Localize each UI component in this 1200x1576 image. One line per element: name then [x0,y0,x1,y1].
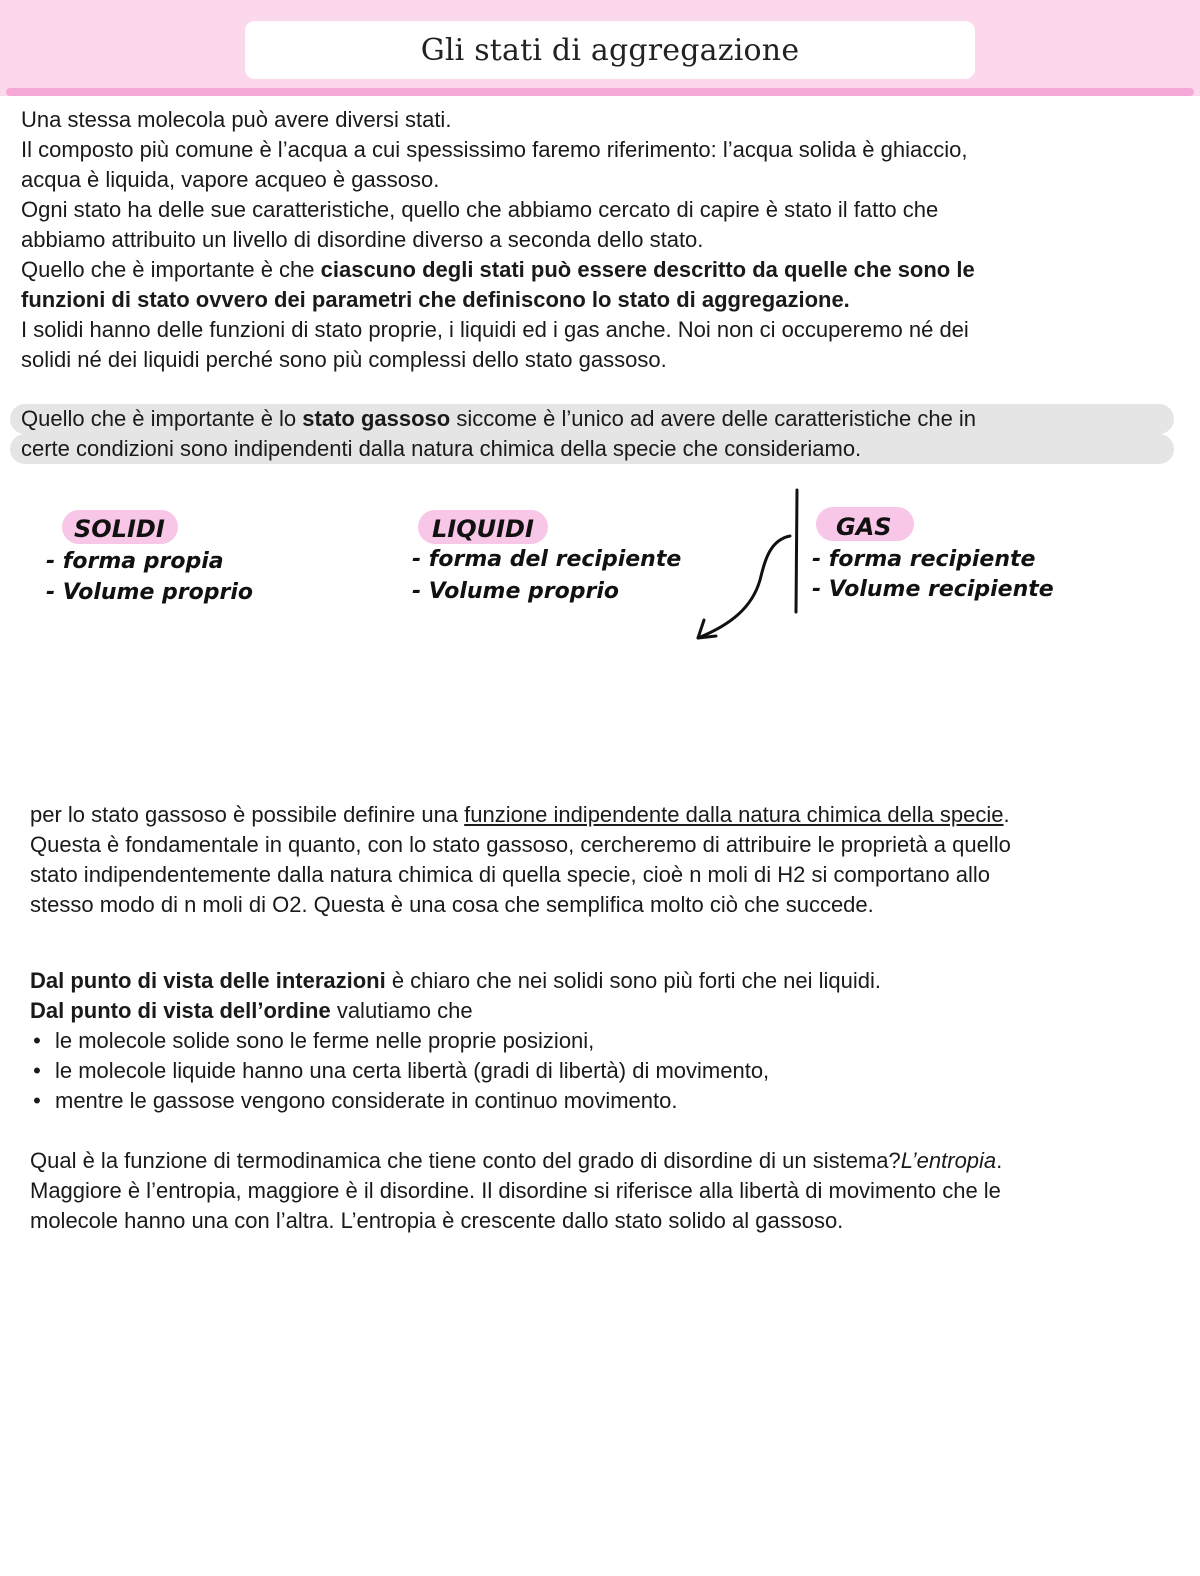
interactions-line [30,966,881,996]
text-span: . [1003,802,1010,827]
page-title: Gli stati di aggregazione [420,32,800,68]
list-item-text: mentre le gassose vengono considerate in continuo movimento. [55,1088,678,1113]
liquidi-item: - Volume proprio [412,579,620,604]
handwritten-states-sketch [0,480,1200,650]
bullet-icon: • [33,1028,41,1053]
text-span: Quello che è importante è lo [21,406,303,431]
curved-arrow [698,536,790,638]
interactions-line [30,996,881,1026]
gas-line: Questa è fondamentale in quanto, con lo stato gassoso, cercheremo di attribuire le proprietà a quello [30,832,1011,857]
intro-line: solidi né dei liquidi perché sono più complessi dello stato gassoso. [21,347,667,372]
intro-paragraph [21,105,975,375]
gas-line [30,800,1011,830]
page-header [0,0,1200,96]
title-box [245,21,975,79]
gas-heading: GAS [836,513,892,541]
text-span: . [996,1148,1003,1173]
intro-line: acqua è liquida, vapore acqueo è gassoso. [21,167,440,192]
italic-text: L’entropia [900,1148,997,1173]
bullet-icon: • [33,1088,41,1113]
text-span: siccome è l’unico ad avere delle caratteristiche che in [450,406,977,431]
gas-paragraph [30,800,1011,920]
highlighted-line: certe condizioni sono indipendenti dalla natura chimica della specie che consideriamo. [10,434,1174,464]
intro-line: Ogni stato ha delle sue caratteristiche, quello che abbiamo cercato di capire è stato il fatto che [21,197,939,222]
gas-line: stato indipendentemente dalla natura chimica di quella specie, cioè n moli di H2 si comportano allo [30,862,990,887]
text-span: Quello che è importante è che [21,257,321,282]
intro-line: Una stessa molecola può avere diversi stati. [21,107,452,132]
list-item [30,1026,881,1056]
liquidi-item: - forma del recipiente [412,547,682,572]
gas-line: stesso modo di n moli di O2. Questa è una cosa che semplifica molto ciò che succede. [30,892,874,917]
entropy-line [30,1146,1002,1176]
text-span: per lo stato gassoso è possibile definire una [30,802,465,827]
intro-line: Il composto più comune è l’acqua a cui spessissimo faremo riferimento: l’acqua solida è ghiaccio, [21,137,968,162]
bold-text: funzioni di stato ovvero dei parametri che definiscono lo stato di aggregazione. [21,287,850,312]
text-span: è chiaro che nei solidi sono più forti che nei liquidi. [385,968,882,993]
list-item-text: le molecole liquide hanno una certa libertà (gradi di libertà) di movimento, [55,1058,770,1083]
divider-line [796,490,797,612]
bold-text: Dal punto di vista delle interazioni [30,968,386,993]
entropy-paragraph [30,1146,1002,1236]
liquidi-heading: LIQUIDI [432,515,534,543]
entropy-line: Maggiore è l’entropia, maggiore è il disordine. Il disordine si riferisce alla libertà di movimento che le [30,1178,1001,1203]
intro-line [21,255,975,285]
gas-item: - Volume recipiente [812,577,1054,602]
header-underline [6,88,1194,96]
highlighted-note [10,404,1174,464]
interactions-paragraph [30,966,881,1116]
list-item [30,1056,881,1086]
text-span: Qual è la funzione di termodinamica che tiene conto del grado di disordine di un sistema? [30,1148,901,1173]
text-span: valutiamo che [330,998,473,1023]
intro-line: abbiamo attribuito un livello di disordine diverso a seconda dello stato. [21,227,704,252]
list-item-text: le molecole solide sono le ferme nelle proprie posizioni, [55,1028,595,1053]
solidi-item: - Volume proprio [46,580,254,605]
solidi-heading: SOLIDI [74,515,165,543]
bold-text: stato gassoso [302,406,451,431]
bold-text: ciascuno degli stati può essere descritto da quelle che sono le [320,257,975,282]
underlined-text: funzione indipendente dalla natura chimica della specie [464,802,1004,827]
entropy-line: molecole hanno una con l’altra. L’entropia è crescente dallo stato solido al gassoso. [30,1208,844,1233]
gas-item: - forma recipiente [812,547,1036,572]
highlighted-line [10,404,1174,434]
solidi-item: - forma propia [46,549,224,574]
bold-text: Dal punto di vista dell’ordine [30,998,331,1023]
bullet-icon: • [33,1058,41,1083]
intro-line [21,285,975,315]
intro-line: I solidi hanno delle funzioni di stato proprie, i liquidi ed i gas anche. Noi non ci occuperemo né dei [21,317,969,342]
list-item [30,1086,881,1116]
